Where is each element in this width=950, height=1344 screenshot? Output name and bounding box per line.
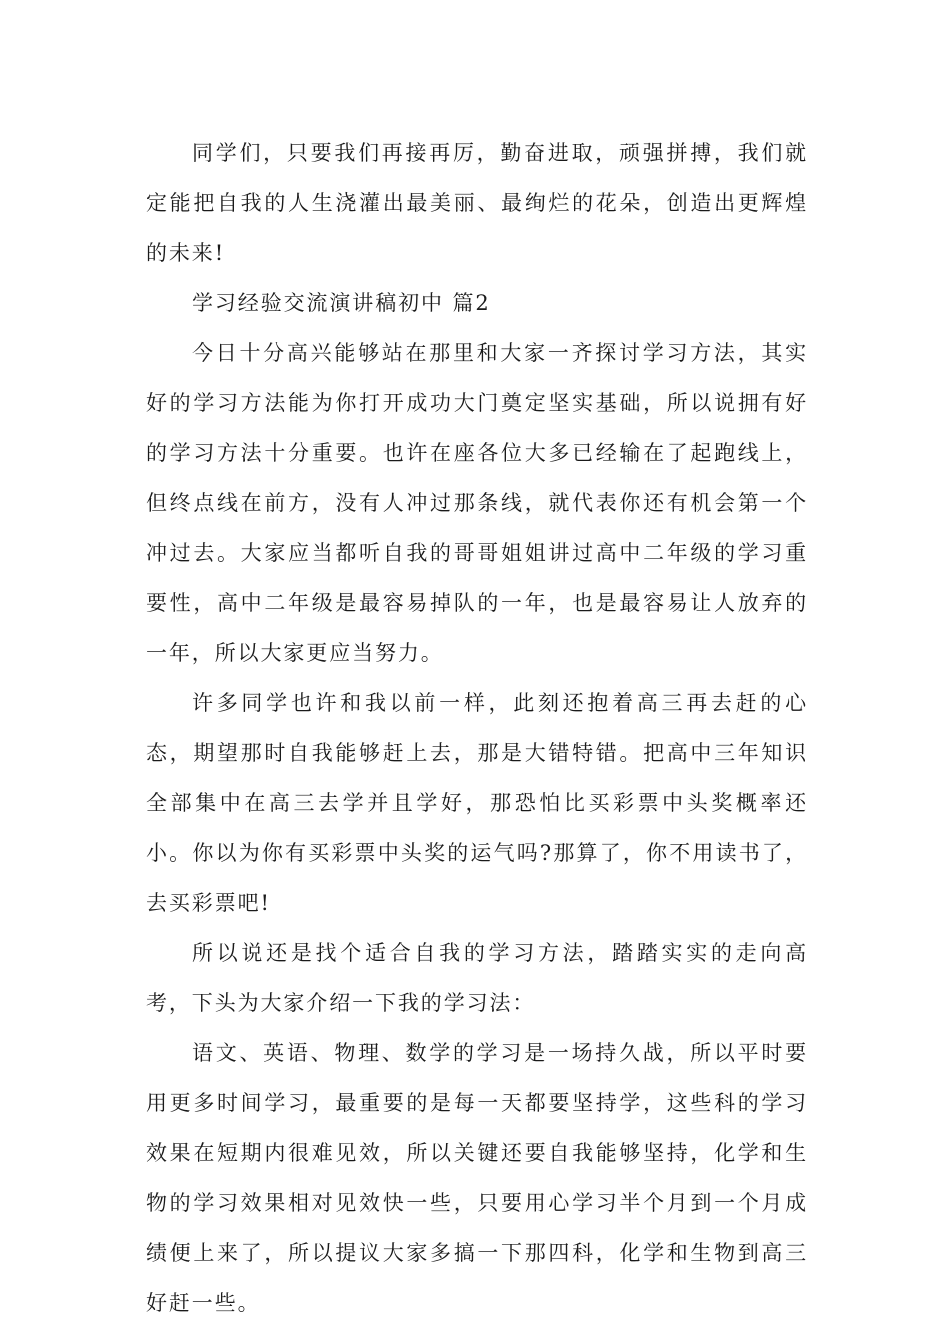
paragraph-method-intro: 所以说还是找个适合自我的学习方法，踏踏实实的走向高考，下头为大家介绍一下我的学习法：	[146, 941, 808, 1015]
paragraph-intro: 今日十分高兴能够站在那里和大家一齐探讨学习方法，其实好的学习方法能为你打开成功大门奠定坚实基础，所以说拥有好的学习方法十分重要。也许在座各位大多已经输在了起跑线上，但终点线在前方，没有人冲过那条线，就代表你还有机会第一个冲过去。大家应当都听自我的哥哥姐姐讲过高中二年级的学习重要性，高中二年级是最容易掉队的一年，也是最容易让人放弃的一年，所以大家更应当努力。	[146, 341, 808, 665]
paragraph-subjects: 语文、英语、物理、数学的学习是一场持久战，所以平时要用更多时间学习，最重要的是每一天都要坚持学，这些科的学习效果在短期内很难见效，所以关键还要自我能够坚持，化学和生物的学习效果相对见效快一些，只要用心学习半个月到一个月成绩便上来了，所以提议大家多搞一下那四科，化学和生物到高三好赶一些。	[146, 1041, 808, 1315]
section-heading: 学习经验交流演讲稿初中 篇2	[192, 291, 491, 315]
paragraph-closing: 同学们，只要我们再接再厉，勤奋进取，顽强拼搏，我们就定能把自我的人生浇灌出最美丽、最绚烂的花朵，创造出更辉煌的未来!	[146, 141, 808, 265]
document-body	[146, 128, 808, 1328]
paragraph-mindset: 许多同学也许和我以前一样，此刻还抱着高三再去赶的心态，期望那时自我能够赶上去，那是大错特错。把高中三年知识全部集中在高三去学并且学好，那恐怕比买彩票中头奖概率还小。你以为你有买彩票中头奖的运气吗?那算了，你不用读书了，去买彩票吧!	[146, 691, 808, 915]
